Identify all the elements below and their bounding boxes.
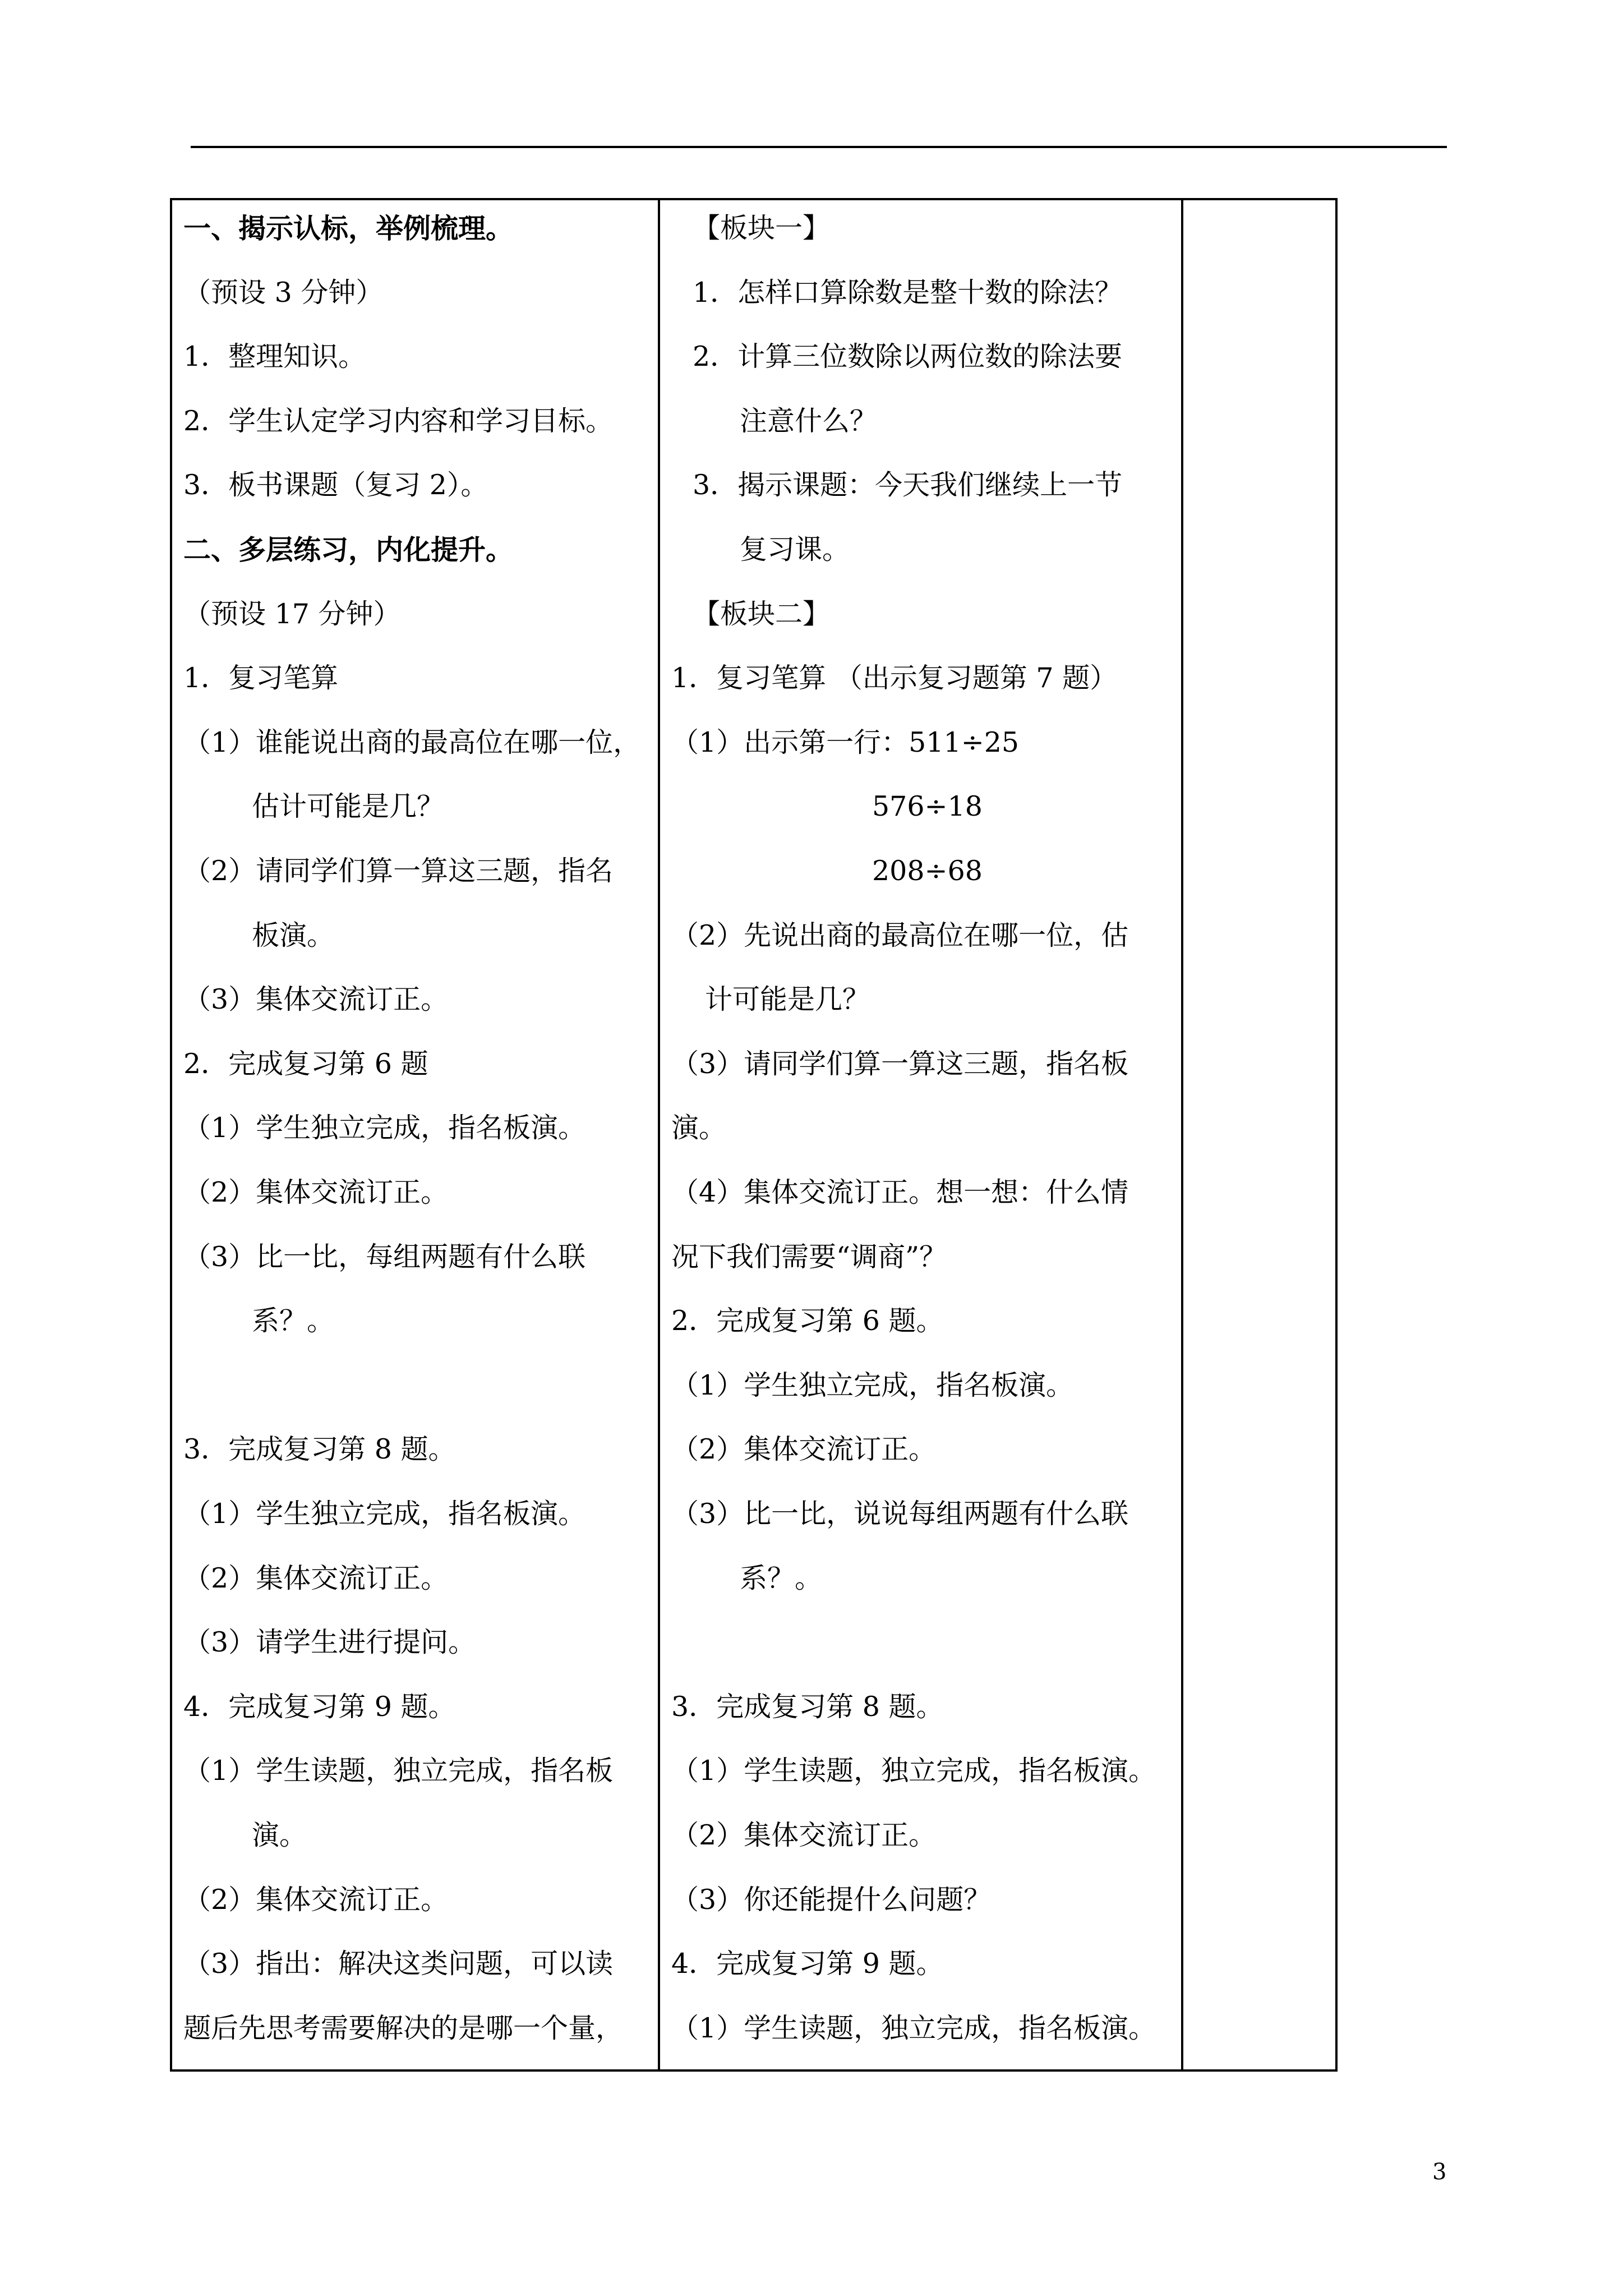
- middle-column-line: （3）比一比，说说每组两题有什么联: [671, 1498, 1129, 1530]
- middle-column-line: 【板块二】: [693, 597, 831, 630]
- middle-column-line: （4）集体交流订正。想一想：什么情: [671, 1176, 1129, 1208]
- middle-column-line: （2）集体交流订正。: [671, 1433, 937, 1466]
- middle-column-line: （2）集体交流订正。: [671, 1819, 937, 1851]
- left-column-line: （预设 3 分钟）: [183, 276, 384, 309]
- middle-column-line: （3）请同学们算一算这三题，指名板: [671, 1047, 1129, 1080]
- left-column-line: （2）集体交流订正。: [183, 1562, 449, 1594]
- page-number: 3: [1432, 2159, 1447, 2185]
- middle-column-line: （1）学生读题，独立完成，指名板演。: [671, 1755, 1156, 1787]
- middle-column-line: （1）出示第一行：511÷25: [671, 726, 1020, 758]
- middle-column-line: 208÷68: [872, 855, 983, 887]
- left-column-line: 估计可能是几？: [252, 790, 445, 823]
- left-column-line: （预设 17 分钟）: [183, 597, 401, 630]
- middle-column-line: 系？。: [740, 1562, 823, 1594]
- middle-column-line: 3．完成复习第 8 题。: [671, 1690, 944, 1723]
- left-column-line: （1）学生独立完成，指名板演。: [183, 1498, 586, 1530]
- middle-column-line: （2）先说出商的最高位在哪一位，估: [671, 919, 1129, 951]
- left-column-line: （2）集体交流订正。: [183, 1176, 449, 1208]
- left-column-line: 系？。: [252, 1305, 335, 1337]
- left-column-line: （2）集体交流订正。: [183, 1883, 449, 1916]
- left-column-line: 题后先思考需要解决的是哪一个量，: [183, 2012, 624, 2044]
- middle-column-line: 【板块一】: [693, 212, 831, 244]
- left-column-line: （1）学生独立完成，指名板演。: [183, 1112, 586, 1144]
- middle-column-line: 1．怎样口算除数是整十数的除法？: [693, 276, 1123, 309]
- lesson-table: [170, 198, 1338, 2072]
- middle-column-line: 2．完成复习第 6 题。: [671, 1305, 944, 1337]
- left-column-line: 3．板书课题（复习 2）。: [183, 469, 488, 501]
- left-column-line: 4．完成复习第 9 题。: [183, 1690, 456, 1723]
- middle-column-line: （1）学生读题，独立完成，指名板演。: [671, 2012, 1156, 2044]
- left-column-line: （2）请同学们算一算这三题，指名: [183, 855, 614, 887]
- left-column-line: 二、多层练习，内化提升。: [183, 533, 514, 566]
- left-column-line: （1）学生读题，独立完成，指名板: [183, 1755, 614, 1787]
- column-divider-2: [1181, 200, 1183, 2069]
- left-column-line: 板演。: [252, 919, 335, 951]
- middle-column-line: （1）学生独立完成，指名板演。: [671, 1369, 1074, 1401]
- left-column-line: 一、揭示认标，举例梳理。: [183, 212, 514, 245]
- middle-column-line: 4．完成复习第 9 题。: [671, 1948, 944, 1980]
- middle-column-line: 演。: [671, 1112, 727, 1144]
- middle-column-line: 576÷18: [872, 790, 983, 823]
- left-column-line: 演。: [252, 1819, 307, 1851]
- middle-column-line: 况下我们需要“调商”？: [671, 1240, 947, 1273]
- left-column-line: 3．完成复习第 8 题。: [183, 1433, 456, 1466]
- left-column-line: （3）指出：解决这类问题，可以读: [183, 1948, 614, 1980]
- left-column-line: 1．整理知识。: [183, 341, 366, 373]
- left-column-line: （3）请学生进行提问。: [183, 1626, 476, 1659]
- middle-column-line: 复习课。: [740, 533, 850, 565]
- middle-column-line: 1．复习笔算 （出示复习题第 7 题）: [671, 662, 1118, 694]
- middle-column-line: （3）你还能提什么问题？: [671, 1883, 992, 1916]
- header-rule: [191, 146, 1447, 148]
- left-column-line: 1．复习笔算: [183, 662, 339, 694]
- column-divider-1: [658, 200, 660, 2069]
- middle-column-line: 计可能是几？: [705, 983, 870, 1016]
- left-column-line: （1）谁能说出商的最高位在哪一位，: [183, 726, 641, 758]
- left-column-line: 2．完成复习第 6 题: [183, 1047, 428, 1080]
- middle-column-line: 2．计算三位数除以两位数的除法要: [693, 341, 1123, 373]
- left-column-line: （3）比一比，每组两题有什么联: [183, 1240, 586, 1273]
- left-column-line: （3）集体交流订正。: [183, 983, 449, 1016]
- middle-column-line: 注意什么？: [740, 404, 878, 437]
- left-column-line: 2．学生认定学习内容和学习目标。: [183, 404, 614, 437]
- middle-column-line: 3．揭示课题：今天我们继续上一节: [693, 469, 1123, 501]
